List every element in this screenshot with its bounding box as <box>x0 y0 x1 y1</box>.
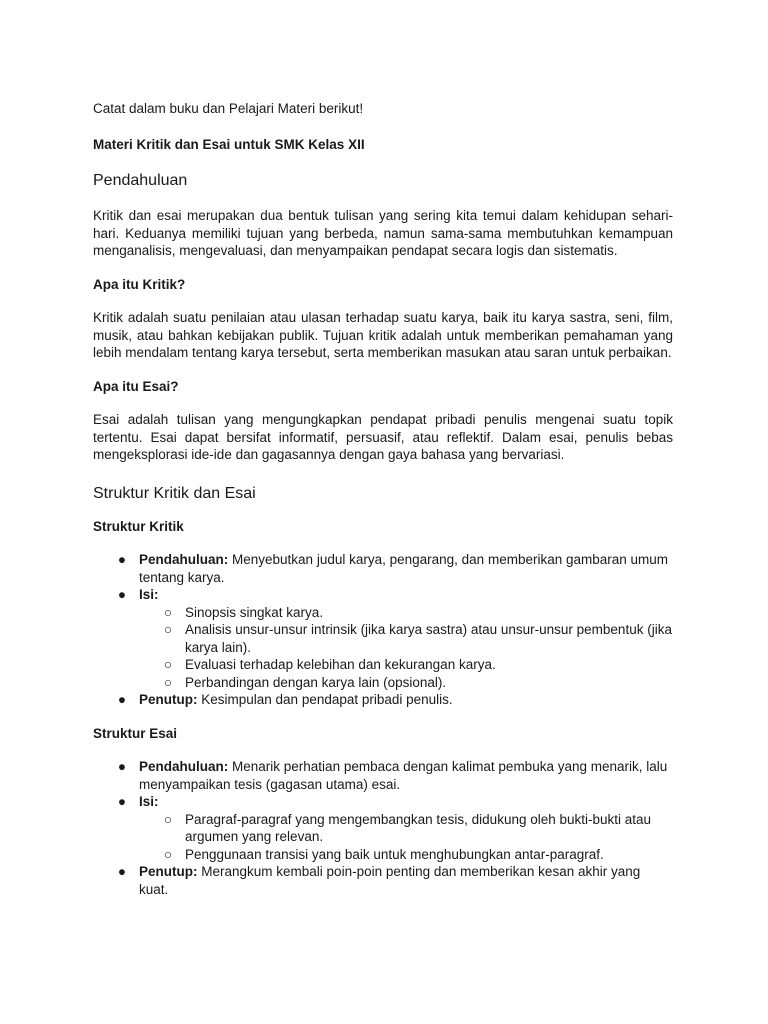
circle-bullet-icon: ○ <box>163 846 173 862</box>
sublist-item-text: Penggunaan transisi yang baik untuk menghubungkan antar-paragraf. <box>185 846 604 862</box>
item-label: Isi: <box>139 587 159 602</box>
list-struktur-kritik <box>93 551 673 709</box>
item-label: Pendahuluan: <box>139 552 229 567</box>
circle-bullet-icon: ○ <box>163 657 173 672</box>
sublist-item <box>139 674 673 692</box>
sublist-item <box>139 604 673 622</box>
sublist-isi-kritik <box>139 604 673 692</box>
bullet-icon: ● <box>117 759 127 774</box>
circle-bullet-icon: ○ <box>163 811 173 827</box>
bullet-icon: ● <box>117 864 127 879</box>
bullet-icon: ● <box>117 587 127 602</box>
circle-bullet-icon: ○ <box>163 622 173 637</box>
sublist-item <box>139 811 673 846</box>
item-label: Pendahuluan: <box>139 759 229 774</box>
section-struktur-kritik <box>93 518 673 709</box>
list-struktur-esai <box>93 758 673 898</box>
heading-struktur-esai: Struktur Esai <box>93 725 178 741</box>
paragraph-pendahuluan: Kritik dan esai merupakan dua bentuk tulisan yang sering kita temui dalam kehidupan sehari-hari. Keduanya memiliki tujuan yang berbeda, namun sama-sama membutuhkan kemampuan menganalisis, mengevaluasi, dan menyampaikan pendapat secara logis dan sistematis. <box>93 208 673 258</box>
sublist-item-text: Analisis unsur-unsur intrinsik (jika karya sastra) atau unsur-unsur pembentuk (jika karya lain). <box>185 622 672 655</box>
item-label: Isi: <box>139 794 159 809</box>
circle-bullet-icon: ○ <box>163 674 173 690</box>
item-label: Penutup: <box>139 864 198 879</box>
list-item <box>93 586 673 691</box>
sublist-item <box>139 656 673 674</box>
list-item <box>93 758 673 793</box>
sublist-item <box>139 846 673 864</box>
sublist-item-text: Sinopsis singkat karya. <box>185 604 324 620</box>
bullet-icon: ● <box>117 692 127 707</box>
item-text: Kesimpulan dan pendapat pribadi penulis. <box>197 692 453 707</box>
circle-bullet-icon: ○ <box>163 604 173 620</box>
section-struktur-esai <box>93 725 673 899</box>
list-item <box>93 551 673 586</box>
list-item <box>93 793 673 863</box>
document-content <box>93 100 673 912</box>
bullet-icon: ● <box>117 552 127 567</box>
item-text: Merangkum kembali poin-poin penting dan memberikan kesan akhir yang kuat. <box>139 864 641 897</box>
document-title: Materi Kritik dan Esai untuk SMK Kelas XII <box>93 136 365 152</box>
heading-apa-itu-esai: Apa itu Esai? <box>93 378 179 394</box>
heading-struktur-kritik: Struktur Kritik <box>93 518 184 534</box>
sublist-item-text: Evaluasi terhadap kelebihan dan kekurangan karya. <box>185 657 496 672</box>
heading-pendahuluan: Pendahuluan <box>93 172 188 189</box>
sublist-item-text: Perbandingan dengan karya lain (opsional). <box>185 674 447 690</box>
sublist-item <box>139 621 673 656</box>
sublist-item-text: Paragraf-paragraf yang mengembangkan tesis, didukung oleh bukti-bukti atau argumen yang relevan. <box>185 811 652 844</box>
list-item <box>93 863 673 898</box>
sublist-isi-esai <box>139 811 673 864</box>
heading-struktur: Struktur Kritik dan Esai <box>93 484 256 502</box>
item-text: Menyebutkan judul karya, pengarang, dan memberikan gambaran umum tentang karya. <box>139 552 669 585</box>
heading-apa-itu-kritik: Apa itu Kritik? <box>93 276 186 292</box>
paragraph-esai: Esai adalah tulisan yang mengungkapkan pendapat pribadi penulis mengenai suatu topik tertentu. Esai dapat bersifat informatif, persuasif, atau reflektif. Dalam esai, penulis bebas mengeksplorasi ide-ide dan gagasannya dengan gaya bahasa yang bervariasi. <box>93 412 673 462</box>
item-text: Menarik perhatian pembaca dengan kalimat pembuka yang menarik, lalu menyampaikan tesis (gagasan utama) esai. <box>139 759 668 792</box>
item-label: Penutup: <box>139 692 198 707</box>
list-item <box>93 691 673 709</box>
bullet-icon: ● <box>117 794 127 809</box>
paragraph-kritik: Kritik adalah suatu penilaian atau ulasan terhadap suatu karya, baik itu karya sastra, seni, film, musik, atau bahkan kebijakan publik. Tujuan kritik adalah untuk memberikan pemahaman yang lebih mendalam tentang karya tersebut, serta memberikan masukan atau saran untuk perbaikan. <box>93 310 673 360</box>
instruction-text: Catat dalam buku dan Pelajari Materi berikut! <box>93 101 364 116</box>
